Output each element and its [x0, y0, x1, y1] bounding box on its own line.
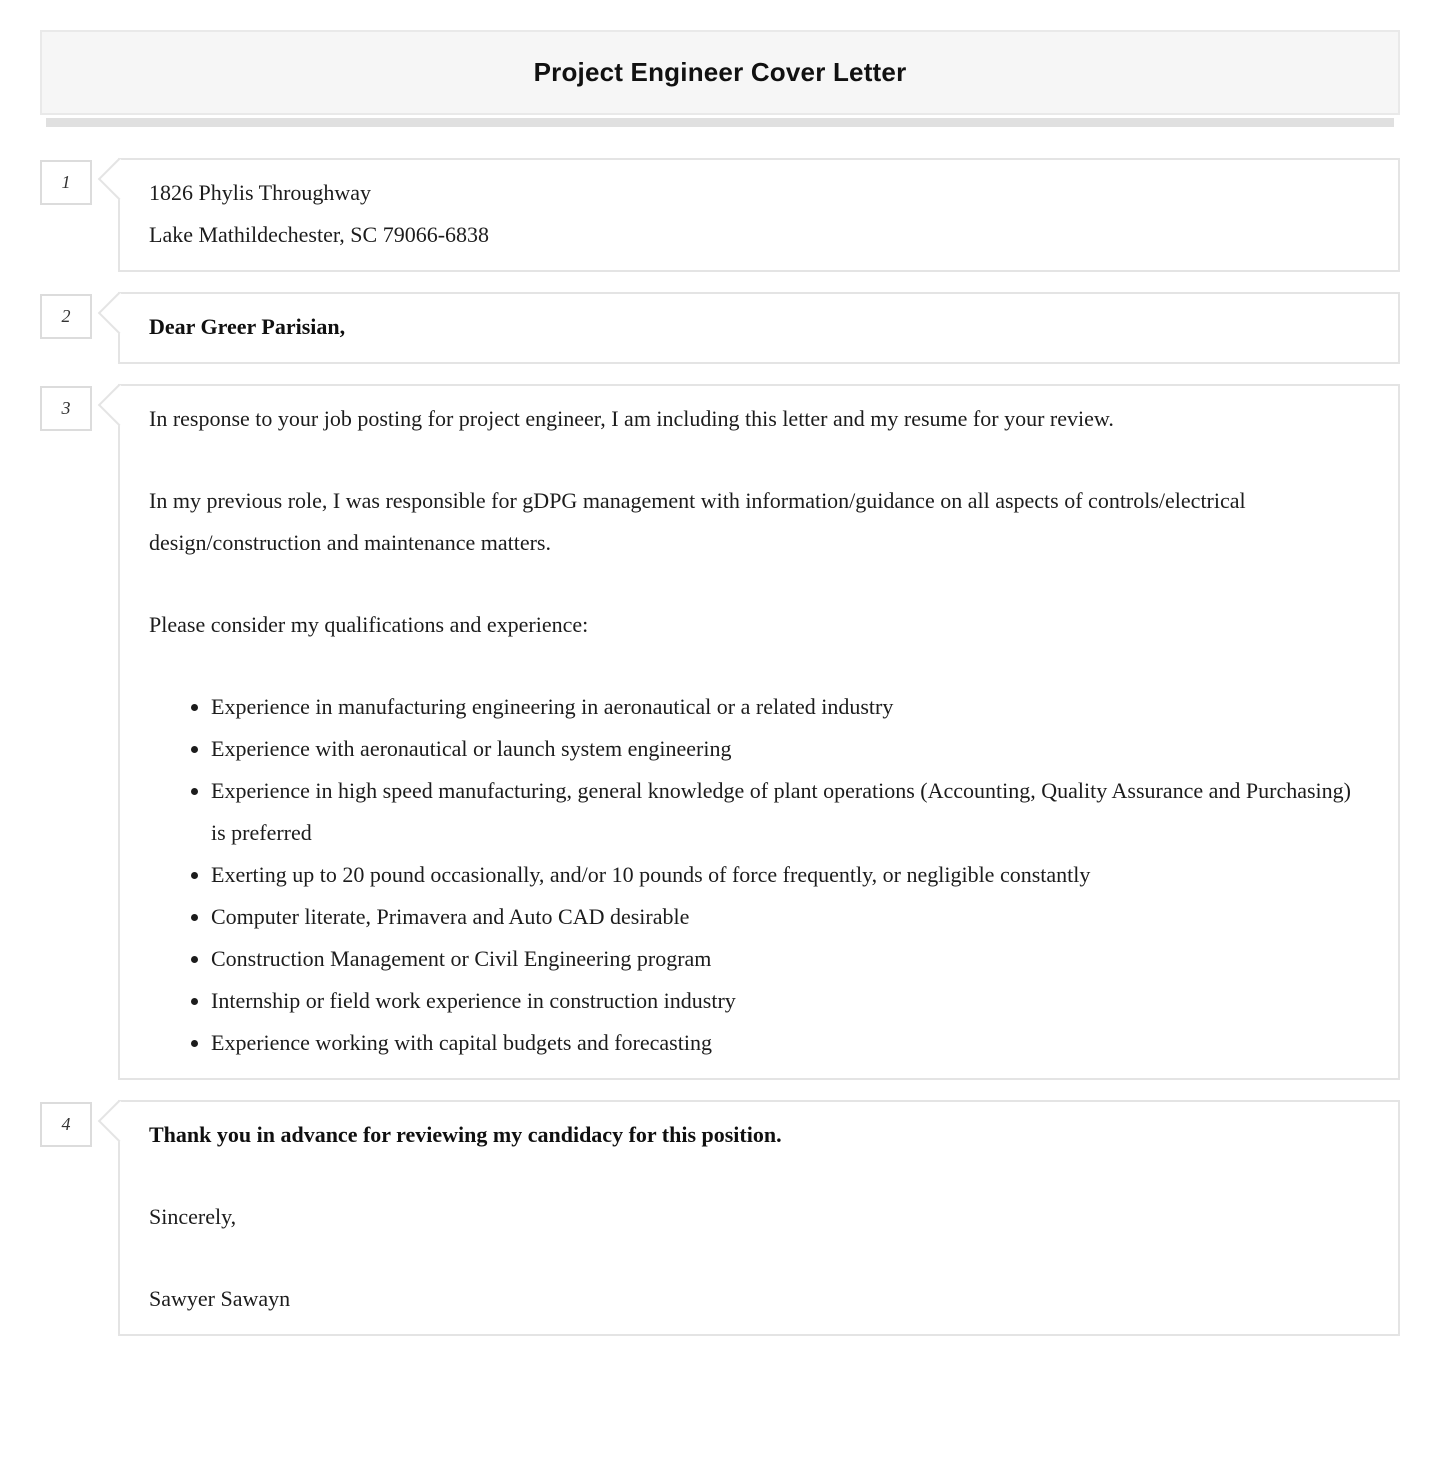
- annotation-badge-2: [40, 294, 92, 339]
- body-paragraph-3: Please consider my qualifications and experience:: [149, 612, 589, 637]
- annotation-badge-1: [40, 160, 92, 205]
- section-salutation: [40, 292, 1400, 364]
- address-bubble: [118, 158, 1400, 272]
- header-shadow-strip: [46, 118, 1394, 127]
- salutation-bubble: [118, 292, 1400, 364]
- badge-number: 1: [61, 172, 71, 192]
- badge-number: 4: [61, 1114, 71, 1134]
- closing-bubble: [118, 1100, 1400, 1336]
- page-title: Project Engineer Cover Letter: [533, 57, 907, 87]
- list-item: • Experience in manufacturing engineering in aeronautical or a related industry: [211, 686, 1368, 728]
- closing-signoff: Sincerely,: [149, 1204, 237, 1229]
- list-item: • Exerting up to 20 pound occasionally, and/or 10 pounds of force frequently, or negligible constantly: [211, 854, 1368, 896]
- annotation-badge-3: [40, 386, 92, 431]
- list-item: • Experience with aeronautical or launch system engineering: [211, 728, 1368, 770]
- annotation-badge-4: [40, 1102, 92, 1147]
- header-banner: [40, 30, 1400, 127]
- address-line-1: 1826 Phylis Throughway: [149, 180, 372, 205]
- badge-number: 2: [61, 306, 71, 326]
- list-item: • Experience in high speed manufacturing, general knowledge of plant operations (Accounting, Quality Assurance and Purchasing) is preferred: [211, 770, 1368, 854]
- header: [40, 30, 1400, 115]
- qualifications-list: [149, 686, 1368, 1064]
- address-line-2: Lake Mathildechester, SC 79066-6838: [149, 222, 490, 247]
- letter-sections: [40, 158, 1400, 1336]
- salutation-text: Dear Greer Parisian,: [149, 314, 346, 339]
- body-bubble: [118, 384, 1400, 1080]
- section-closing: [40, 1100, 1400, 1336]
- body-paragraph-2: In my previous role, I was responsible for gDPG management with information/guidance on all aspects of controls/electrical design/construction and maintenance matters.: [149, 488, 1246, 555]
- list-item: • Internship or field work experience in construction industry: [211, 980, 1368, 1022]
- list-item: • Experience working with capital budgets and forecasting: [211, 1022, 1368, 1064]
- section-address: [40, 158, 1400, 272]
- section-body: [40, 384, 1400, 1080]
- body-paragraph-1: In response to your job posting for project engineer, I am including this letter and my resume for your review.: [149, 406, 1114, 431]
- list-item: • Construction Management or Civil Engineering program: [211, 938, 1368, 980]
- closing-signature: Sawyer Sawayn: [149, 1286, 291, 1311]
- list-item: • Computer literate, Primavera and Auto CAD desirable: [211, 896, 1368, 938]
- closing-thanks: Thank you in advance for reviewing my candidacy for this position.: [149, 1122, 782, 1147]
- badge-number: 3: [61, 398, 71, 418]
